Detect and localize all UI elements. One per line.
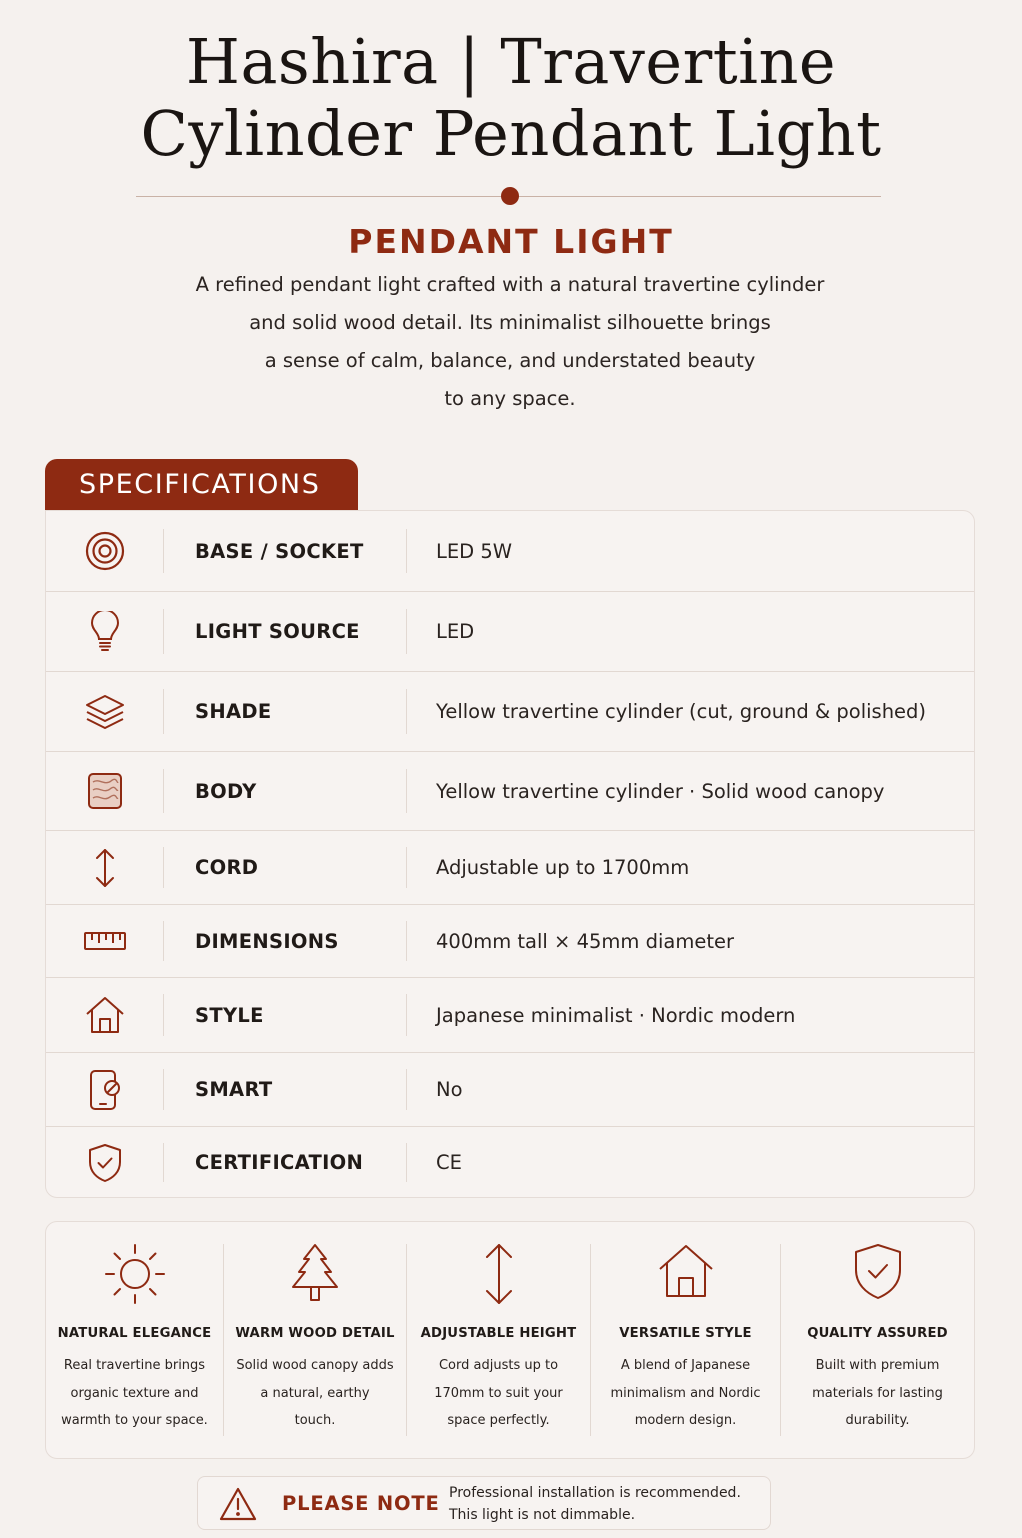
feature-description — [407, 1352, 590, 1435]
feature-line: modern design. — [634, 1413, 737, 1428]
spec-value: Japanese minimalist · Nordic modern — [436, 1003, 796, 1027]
feature-title: VERSATILE STYLE — [619, 1326, 752, 1341]
feature-title: QUALITY ASSURED — [807, 1326, 948, 1341]
spec-row-shade — [46, 672, 974, 752]
vertical-arrows-icon — [46, 847, 164, 889]
feature-line: Solid wood canopy adds — [236, 1358, 394, 1373]
feature-line: warmth to your space. — [61, 1413, 208, 1428]
feature-versatile-style — [591, 1222, 780, 1460]
note-line: This light is not dimmable. — [449, 1507, 636, 1523]
feature-line: durability. — [845, 1413, 910, 1428]
spec-label: CERTIFICATION — [195, 1151, 364, 1174]
specifications-tab: SPECIFICATIONS — [45, 459, 358, 511]
description-line: and solid wood detail. Its minimalist silhouette brings — [249, 311, 771, 334]
feature-description — [781, 1352, 974, 1435]
feature-line: organic texture and — [70, 1385, 199, 1401]
vertical-arrows-icon — [407, 1242, 590, 1306]
spec-value: No — [436, 1078, 463, 1101]
feature-line: a natural, earthy — [260, 1385, 370, 1401]
product-category: PENDANT LIGHT — [348, 222, 674, 261]
feature-adjustable-height — [407, 1222, 590, 1460]
tree-icon — [224, 1242, 406, 1306]
shield-check-icon — [781, 1242, 974, 1302]
spec-row-smart — [46, 1053, 974, 1127]
feature-title: ADJUSTABLE HEIGHT — [420, 1326, 577, 1341]
features-panel — [45, 1221, 975, 1459]
spec-value: 400mm tall × 45mm diameter — [436, 929, 734, 953]
spec-row-base-socket — [46, 511, 974, 592]
warning-icon — [218, 1486, 258, 1522]
feature-line: Cord adjusts up to — [438, 1358, 559, 1373]
spec-label: STYLE — [195, 1003, 264, 1027]
shield-check-icon — [46, 1142, 164, 1184]
spec-value: CE — [436, 1151, 462, 1174]
feature-description — [224, 1352, 406, 1435]
spec-label: SMART — [195, 1078, 273, 1101]
feature-line: Real travertine brings — [63, 1358, 206, 1373]
light-bulb-icon — [46, 611, 164, 653]
feature-title: NATURAL ELEGANCE — [57, 1326, 212, 1341]
house-icon — [591, 1242, 780, 1300]
feature-line: Built with premium — [815, 1358, 940, 1373]
title-line-1: Hashira | Travertine — [185, 25, 837, 98]
spec-row-certification — [46, 1127, 974, 1198]
spec-value: Yellow travertine cylinder (cut, ground & polished) — [436, 700, 927, 723]
specifications-table — [45, 510, 975, 1198]
spec-label: LIGHT SOURCE — [195, 620, 360, 643]
house-icon — [46, 995, 164, 1035]
feature-quality-assured — [781, 1222, 974, 1460]
spec-label: BODY — [195, 779, 257, 803]
spec-label: BASE / SOCKET — [195, 539, 364, 563]
please-note-box — [197, 1476, 771, 1530]
spec-value: Adjustable up to 1700mm — [436, 856, 690, 879]
title-line-2: Cylinder Pendant Light — [140, 97, 882, 170]
spec-row-dimensions — [46, 905, 974, 978]
feature-line: space perfectly. — [447, 1413, 550, 1428]
description-line: to any space. — [444, 387, 576, 410]
spec-label: CORD — [195, 856, 259, 879]
layers-icon — [46, 693, 164, 731]
ruler-icon — [46, 930, 164, 952]
spec-row-style — [46, 978, 974, 1053]
feature-line: 170mm to suit your — [434, 1385, 563, 1401]
feature-line: A blend of Japanese — [620, 1358, 751, 1373]
feature-description — [46, 1352, 223, 1435]
note-text — [449, 1482, 741, 1526]
feature-warm-wood-detail — [224, 1222, 406, 1460]
page-title — [0, 26, 1022, 170]
product-description — [160, 266, 860, 418]
feature-line: touch. — [294, 1413, 336, 1428]
spec-row-body — [46, 752, 974, 831]
no-smart-device-icon — [46, 1069, 164, 1111]
feature-natural-elegance — [46, 1222, 223, 1460]
material-swatch-icon — [46, 772, 164, 810]
feature-line: minimalism and Nordic — [610, 1385, 761, 1401]
spec-value: LED 5W — [436, 539, 513, 563]
sun-icon — [46, 1242, 223, 1306]
divider-dot — [501, 187, 519, 205]
spec-value: Yellow travertine cylinder · Solid wood canopy — [436, 779, 885, 803]
feature-description — [591, 1352, 780, 1435]
spec-row-light-source — [46, 592, 974, 672]
note-title: PLEASE NOTE — [282, 1492, 440, 1515]
concentric-circles-icon — [46, 530, 164, 572]
description-line: A refined pendant light crafted with a natural travertine cylinder — [195, 273, 825, 296]
spec-value: LED — [436, 620, 475, 643]
description-line: a sense of calm, balance, and understated beauty — [264, 349, 756, 372]
spec-row-cord — [46, 831, 974, 905]
feature-line: materials for lasting — [812, 1385, 943, 1401]
spec-label: SHADE — [195, 700, 272, 723]
note-line: Professional installation is recommended. — [449, 1485, 741, 1501]
spec-label: DIMENSIONS — [195, 929, 339, 953]
feature-title: WARM WOOD DETAIL — [235, 1326, 395, 1341]
